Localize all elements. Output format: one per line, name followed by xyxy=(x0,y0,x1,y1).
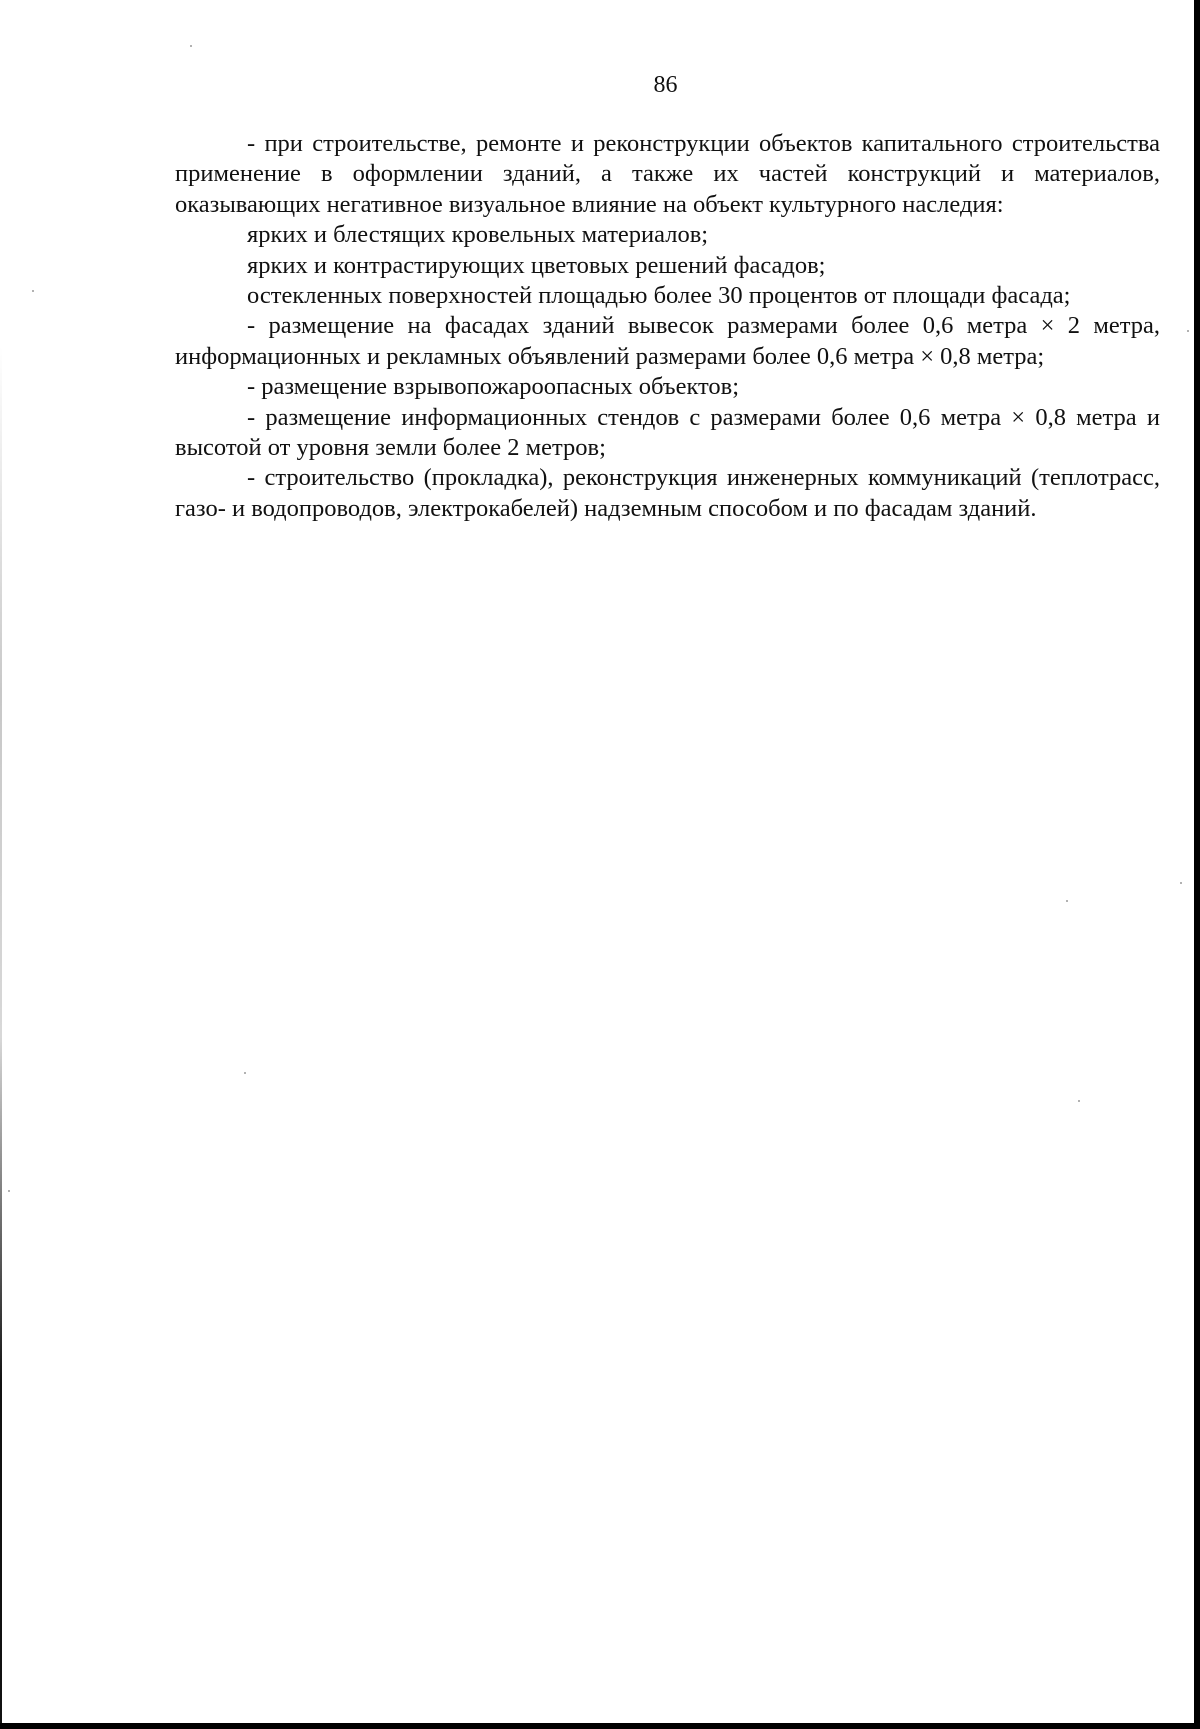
scan-speck xyxy=(8,1190,10,1192)
scan-speck xyxy=(32,290,34,292)
paragraph-hazardous-objects: - размещение взрывопожароопасных объектов; xyxy=(247,373,740,401)
paragraph-roofing-materials: ярких и блестящих кровельных материалов; xyxy=(247,221,709,249)
paragraph-facade-colors: ярких и контрастирующих цветовых решений фасадов; xyxy=(247,251,826,279)
scan-speck xyxy=(244,1072,246,1074)
paragraph-restrictions-intro: - при строительстве, ремонте и реконструкции объектов капитального строительства применение в оформлении зданий, а также их частей конструкций и материалов, оказывающих негативное визуальное влияние на объект культурного наследия: xyxy=(175,130,1160,218)
paragraph-glazed-surfaces: остекленных поверхностей площадью более 30 процентов от площади фасада; xyxy=(247,282,1071,310)
scan-speck xyxy=(190,45,192,47)
scan-speck xyxy=(1066,900,1068,902)
scan-right-edge xyxy=(1194,0,1200,1729)
scan-left-edge xyxy=(0,0,2,1729)
scan-speck xyxy=(1180,882,1182,884)
scan-speck xyxy=(1078,1100,1080,1102)
paragraph-info-stands: - размещение информационных стендов с размерами более 0,6 метра × 0,8 метра и высотой от уровня земли более 2 метров; xyxy=(175,403,1160,462)
page-number: 86 xyxy=(653,72,678,98)
scan-speck xyxy=(1187,330,1189,332)
scan-bottom-edge xyxy=(0,1723,1200,1729)
document-body xyxy=(175,129,1160,524)
paragraph-signage: - размещение на фасадах зданий вывесок размерами более 0,6 метра × 2 метра, информационных и рекламных объявлений размерами более 0,6 метра × 0,8 метра; xyxy=(175,312,1160,370)
paragraph-utilities: - строительство (прокладка), реконструкция инженерных коммуникаций (теплотрасс, газо- и водопроводов, электрокабелей) надземным способом и по фасадам зданий. xyxy=(175,464,1160,522)
